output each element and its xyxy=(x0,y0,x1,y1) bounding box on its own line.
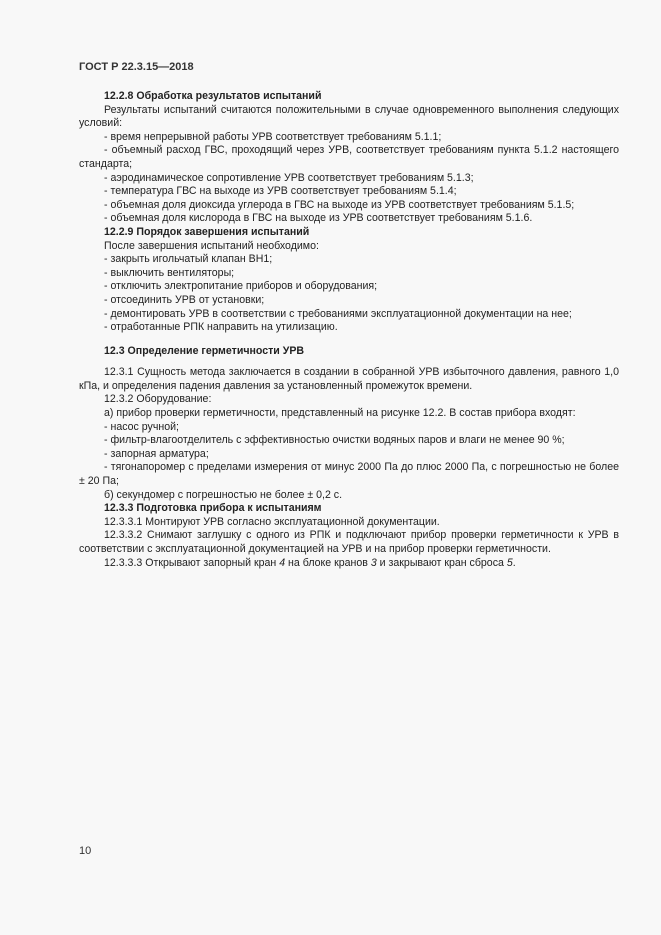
equipment-b: б) секундомер с погрешностью не более ± 0,2 с. xyxy=(104,488,343,501)
paragraph-12-3-2: 12.3.2 Оборудование: xyxy=(104,393,212,406)
list-item: - температура ГВС на выходе из УРВ соответствует требованиям 5.1.4; xyxy=(104,185,457,198)
section-heading-12-3: 12.3 Определение герметичности УРВ xyxy=(104,344,305,357)
ref-number: 4 xyxy=(279,556,286,569)
text: на блоке кранов xyxy=(285,556,371,569)
document-body xyxy=(79,90,619,570)
section-heading-12-2-9: 12.2.9 Порядок завершения испытаний xyxy=(104,225,310,238)
paragraph: Результаты испытаний считаются положительными в случае одновременного выполнения следующих условий: xyxy=(79,103,619,130)
list-item: - насос ручной; xyxy=(104,420,179,433)
list-item: - закрыть игольчатый клапан ВН1; xyxy=(104,253,273,266)
list-item: - объемная доля кислорода в ГВС на выходе из УРВ соответствует требованиям 5.1.6. xyxy=(104,212,533,225)
text: и закрывают кран сброса xyxy=(376,556,507,569)
paragraph: После завершения испытаний необходимо: xyxy=(104,239,319,252)
list-item: - аэродинамическое сопротивление УРВ соответствует требованиям 5.1.3; xyxy=(104,171,474,184)
list-item: - тягонапоромер с пределами измерения от минус 2000 Па до плюс 2000 Па, с погрешностью не более ± 20 Па; xyxy=(79,461,619,488)
paragraph-12-3-1: 12.3.1 Сущность метода заключается в создании в собранной УРВ избыточного давления, равного 1,0 кПа, и определения падения давления за установленный промежуток времени. xyxy=(79,366,619,392)
list-item: - объемная доля диоксида углерода в ГВС на выходе из УРВ соответствует требованиям 5.1.5; xyxy=(104,198,575,211)
text: 12.3.3.3 Открывают запорный кран xyxy=(104,556,280,569)
list-item: - отработанные РПК направить на утилизацию. xyxy=(104,321,338,334)
list-item: - фильтр-влагоотделитель с эффективностью очистки водяных паров и влаги не менее 90 %; xyxy=(104,434,565,447)
list-item: - время непрерывной работы УРВ соответствует требованиям 5.1.1; xyxy=(104,130,442,143)
paragraph-12-3-3-1: 12.3.3.1 Монтируют УРВ согласно эксплуатационной документации. xyxy=(104,515,440,528)
list-item: - отключить электропитание приборов и оборудования; xyxy=(104,280,378,293)
list-item: - отсоединить УРВ от установки; xyxy=(104,293,265,306)
ref-number: 5 xyxy=(506,556,513,569)
equipment-a: а) прибор проверки герметичности, представленный на рисунке 12.2. В состав прибора входят: xyxy=(104,407,576,420)
list-item: - выключить вентиляторы; xyxy=(104,266,235,279)
paragraph-12-3-3-3 xyxy=(79,557,619,571)
text: . xyxy=(512,556,516,569)
list-item: - объемный расход ГВС, проходящий через УРВ, соответствует требованиям пункта 5.1.2 настоящего стандарта; xyxy=(79,144,619,170)
section-heading-12-3-3: 12.3.3 Подготовка прибора к испытаниям xyxy=(104,502,322,515)
ref-number: 3 xyxy=(370,556,377,569)
paragraph-12-3-3-2: 12.3.3.2 Снимают заглушку с одного из РПК и подключают прибор проверки герметичности к УРВ в соответствии с эксплуатационной документацией на УРВ и на прибор проверки герметичности. xyxy=(79,529,619,555)
page-number: 10 xyxy=(79,845,92,857)
section-heading-12-2-8: 12.2.8 Обработка результатов испытаний xyxy=(104,90,322,102)
document-header: ГОСТ Р 22.3.15—2018 xyxy=(79,61,194,73)
list-item: - демонтировать УРВ в соответствии с требованиями эксплуатационной документации на нее; xyxy=(104,307,572,320)
list-item: - запорная арматура; xyxy=(104,447,209,460)
